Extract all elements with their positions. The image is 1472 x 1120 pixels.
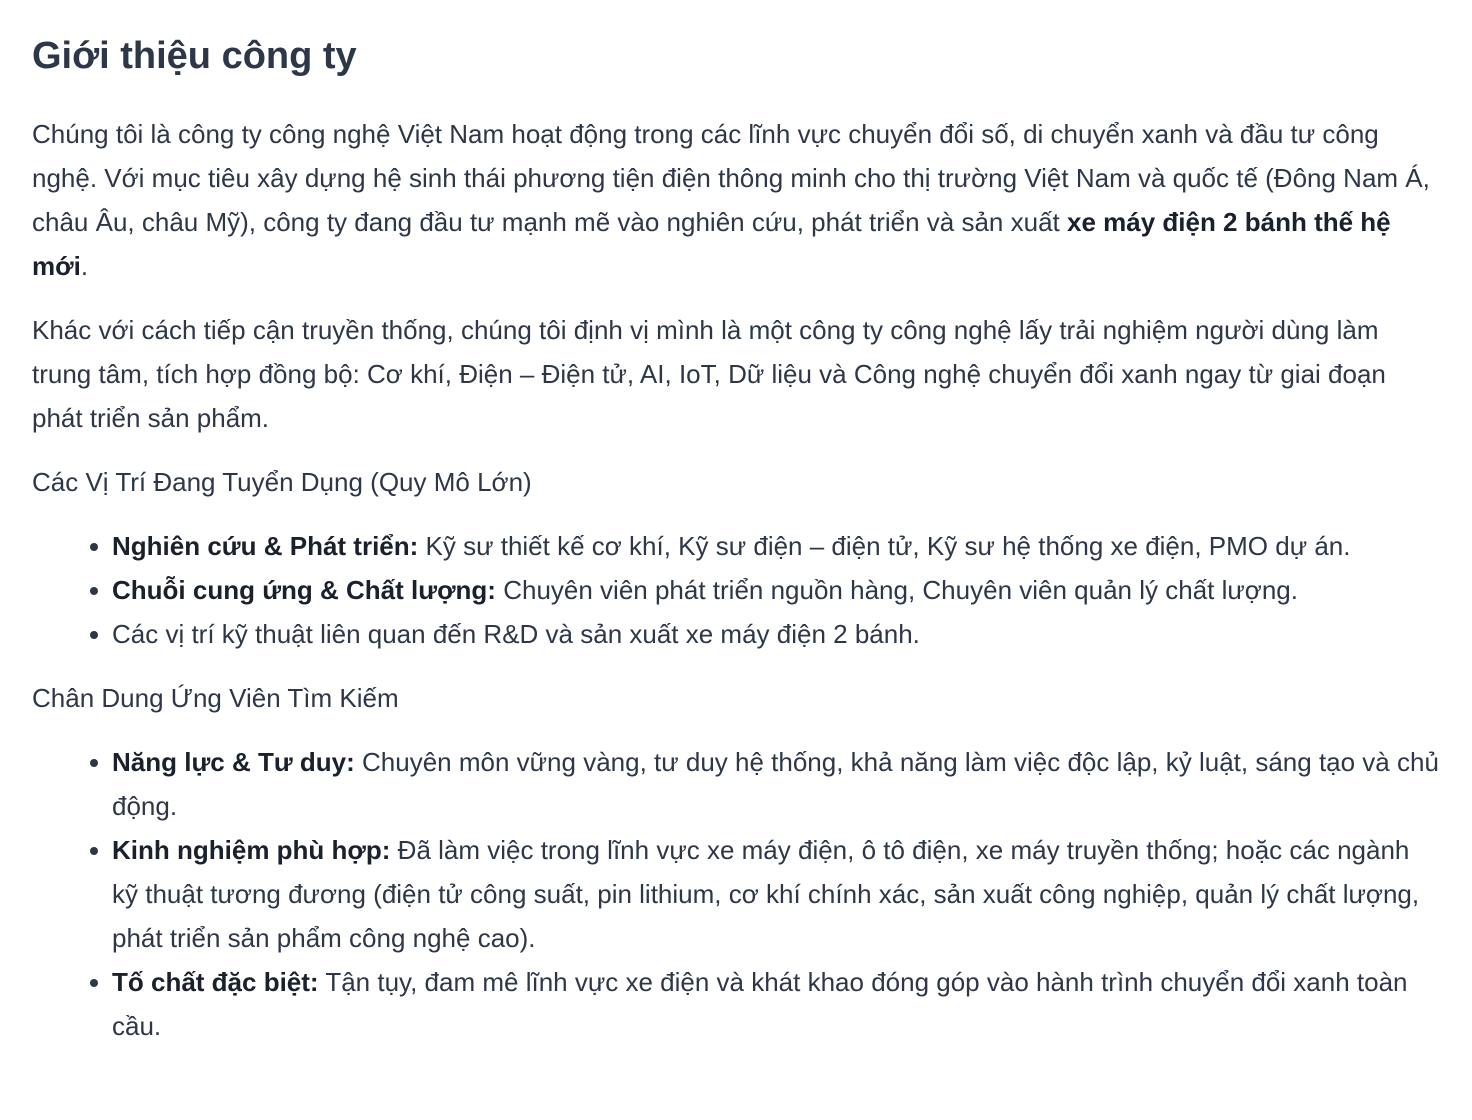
list-item <box>112 828 1440 960</box>
intro-paragraph-2: Khác với cách tiếp cận truyền thống, chúng tôi định vị mình là một công ty công nghệ lấy trải nghiệm người dùng làm trung tâm, tích hợp đồng bộ: Cơ khí, Điện – Điện tử, AI, IoT, Dữ liệu và Công nghệ chuyển đổi xanh ngay từ giai đoạn phát triển sản phẩm. <box>32 315 1386 433</box>
list-item <box>112 524 1440 568</box>
candidate-heading: Chân Dung Ứng Viên Tìm Kiếm <box>32 683 399 713</box>
list-item <box>112 568 1440 612</box>
candidate-list <box>32 740 1440 1048</box>
list-item-label: Chuỗi cung ứng & Chất lượng: <box>112 575 496 605</box>
list-item <box>112 612 1440 656</box>
list-item <box>112 740 1440 828</box>
page-title: Giới thiệu công ty <box>32 35 357 77</box>
list-item-label: Nghiên cứu & Phát triển: <box>112 531 419 561</box>
list-item <box>112 960 1440 1048</box>
list-item-text: Các vị trí kỹ thuật liên quan đến R&D và sản xuất xe máy điện 2 bánh. <box>112 619 920 649</box>
list-item-text: Chuyên viên phát triển nguồn hàng, Chuyên viên quản lý chất lượng. <box>495 575 1298 605</box>
positions-heading: Các Vị Trí Đang Tuyển Dụng (Quy Mô Lớn) <box>32 467 532 497</box>
intro-p1-bold: xe máy điện 2 bánh thế hệ mới <box>32 207 1391 281</box>
list-item-text: Đã làm việc trong lĩnh vực xe máy điện, ô tô điện, xe máy truyền thống; hoặc các ngành kỹ thuật tương đương (điện tử công suất, pin lithium, cơ khí chính xác, sản xuất công nghiệp, quản lý chất lượng, phát triển sản phẩm công nghệ cao). <box>112 835 1420 953</box>
intro-p1-end: . <box>80 251 89 281</box>
intro-paragraph-1 <box>32 112 1440 288</box>
list-item-text: Tận tụy, đam mê lĩnh vực xe điện và khát khao đóng góp vào hành trình chuyển đổi xanh toàn cầu. <box>112 967 1408 1041</box>
list-item-label: Kinh nghiệm phù hợp: <box>112 835 391 865</box>
list-item-label: Năng lực & Tư duy: <box>112 747 355 777</box>
list-item-label: Tố chất đặc biệt: <box>112 967 319 997</box>
positions-list <box>32 524 1440 656</box>
list-item-text: Chuyên môn vững vàng, tư duy hệ thống, khả năng làm việc độc lập, kỷ luật, sáng tạo và chủ động. <box>112 747 1439 821</box>
intro-p1-text: Chúng tôi là công ty công nghệ Việt Nam hoạt động trong các lĩnh vực chuyển đổi số, di chuyển xanh và đầu tư công nghệ. Với mục tiêu xây dựng hệ sinh thái phương tiện điện thông minh cho thị trường Việt Nam và quốc tế (Đông Nam Á, châu Âu, châu Mỹ), công ty đang đầu tư mạnh mẽ vào nghiên cứu, phát triển và sản xuất <box>32 119 1430 237</box>
list-item-text: Kỹ sư thiết kế cơ khí, Kỹ sư điện – điện tử, Kỹ sư hệ thống xe điện, PMO dự án. <box>418 531 1351 561</box>
